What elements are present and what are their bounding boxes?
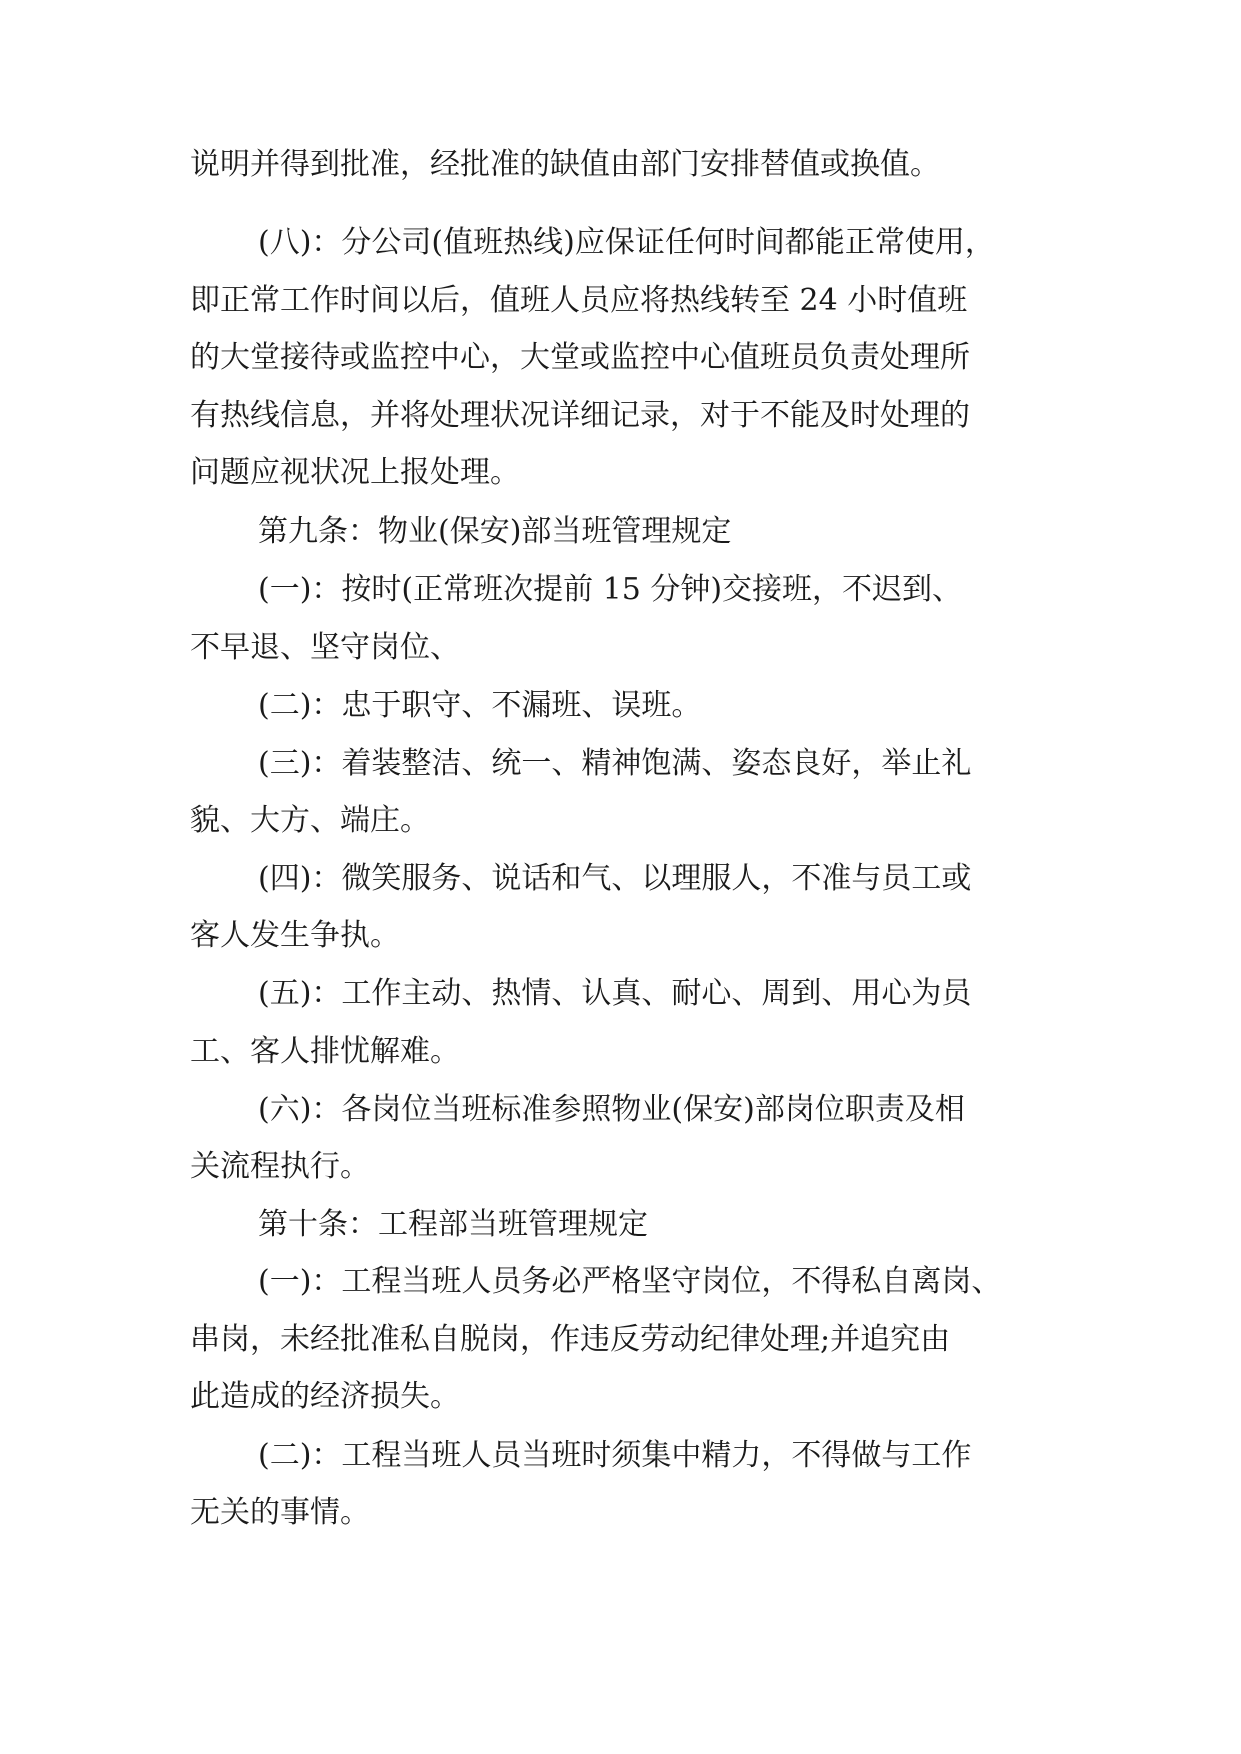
text-line: 第十条：工程部当班管理规定 xyxy=(258,1207,648,1242)
text-line: 即正常工作时间以后，值班人员应将热线转至 24 小时值班 xyxy=(190,283,968,318)
text-line: 关流程执行。 xyxy=(190,1149,370,1184)
text-line: 此造成的经济损失。 xyxy=(190,1379,460,1414)
text-line: (一)：工程当班人员务必严格坚守岗位，不得私自离岗、 xyxy=(258,1264,1002,1299)
text-line: 串岗，未经批准私自脱岗，作违反劳动纪律处理;并追究由 xyxy=(190,1322,951,1357)
text-line: 第九条：物业(保安)部当班管理规定 xyxy=(258,514,732,549)
text-line: (二)：工程当班人员当班时须集中精力，不得做与工作 xyxy=(258,1438,972,1473)
text-line: 不早退、坚守岗位、 xyxy=(190,630,460,665)
text-line: 问题应视状况上报处理。 xyxy=(190,455,520,490)
text-line: 有热线信息，并将处理状况详细记录，对于不能及时处理的 xyxy=(190,398,970,433)
text-line: 说明并得到批准，经批准的缺值由部门安排替值或换值。 xyxy=(190,147,940,182)
text-line: 无关的事情。 xyxy=(190,1495,370,1530)
text-line: 的大堂接待或监控中心，大堂或监控中心值班员负责处理所 xyxy=(190,340,970,375)
text-line: 貌、大方、端庄。 xyxy=(190,803,430,838)
text-line: (八)：分公司(值班热线)应保证任何时间都能正常使用， xyxy=(258,225,995,260)
text-line: (四)：微笑服务、说话和气、以理服人，不准与员工或 xyxy=(258,861,972,896)
text-line: (三)：着装整洁、统一、精神饱满、姿态良好，举止礼 xyxy=(258,746,972,781)
text-line: (五)：工作主动、热情、认真、耐心、周到、用心为员 xyxy=(258,976,972,1011)
text-line: (六)：各岗位当班标准参照物业(保安)部岗位职责及相 xyxy=(258,1092,965,1127)
text-line: (二)：忠于职守、不漏班、误班。 xyxy=(258,688,702,723)
text-line: 工、客人排忧解难。 xyxy=(190,1034,460,1069)
text-line: (一)：按时(正常班次提前 15 分钟)交接班，不迟到、 xyxy=(258,572,963,607)
text-line: 客人发生争执。 xyxy=(190,918,400,953)
